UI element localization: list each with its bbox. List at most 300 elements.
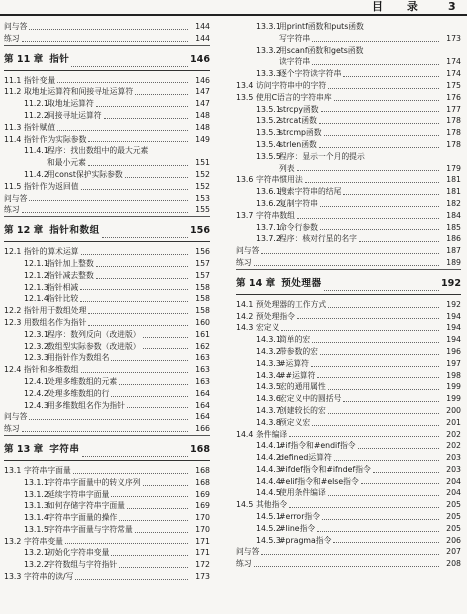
toc-entry-title: 问与答 [4, 193, 28, 203]
toc-entry-number: 11.2.1 [24, 99, 49, 109]
toc-entry-title: 指针的算术运算 [24, 247, 79, 257]
toc-leader-dots [289, 507, 439, 508]
toc-leader-dots [328, 307, 439, 308]
toc-entry-number: 13.3.2 [256, 45, 281, 55]
toc-leader-dots [88, 165, 188, 166]
toc-entry-title: 取地址运算符 [47, 99, 94, 109]
toc-entry-title: 指针相减 [47, 282, 79, 292]
toc-leader-dots [88, 313, 188, 314]
toc-entry [236, 115, 461, 127]
toc-entry-title: 用scanf函数和gets函数 [279, 45, 364, 55]
toc-leader-dots [254, 566, 439, 567]
toc-entry-title: 用printf函数和puts函数 [279, 22, 364, 31]
toc-entry-number: 13.5.3 [256, 128, 281, 138]
toc-entry-title: 指针 [49, 53, 70, 65]
toc-entry-title: 字符串字面量的操作 [47, 513, 118, 523]
toc-entry-number: 14.5.3 [256, 535, 281, 545]
toc-page-number: 156 [195, 247, 210, 257]
toc-page-number: 146 [190, 53, 211, 65]
toc-entry-title: 处理多维数组的行 [47, 388, 110, 398]
toc-left-column [4, 21, 210, 583]
toc-entry-title: 程序：显示一个月的提示 [279, 151, 365, 161]
toc-entry-title: 程序：找出数组中的最大元素 [47, 146, 149, 156]
toc-page-number: 168 [190, 443, 211, 455]
toc-entry-number: 13.3.1 [256, 22, 281, 31]
toc-entry-title: 指针赋值 [24, 122, 56, 132]
toc-leader-dots [328, 389, 439, 390]
toc-page-number: 187 [446, 246, 461, 256]
toc-page-number: 158 [195, 306, 210, 316]
toc-entry-number: 13.7 [236, 210, 254, 220]
toc-entry-number: 12.2 [4, 306, 22, 316]
toc-page-number: 202 [446, 429, 461, 439]
toc-entry-title: 初始化字符串变量 [47, 548, 110, 558]
toc-entry [236, 139, 461, 151]
toc-page-number: 205 [446, 523, 461, 533]
toc-entry [236, 358, 461, 370]
toc-page-number: 164 [195, 400, 210, 410]
toc-entry-number: 12.3.3 [24, 353, 49, 363]
toc-page-number: 182 [446, 198, 461, 208]
toc-page-number: 163 [195, 353, 210, 363]
toc-entry-title: 程序：数列反向（改进版） [47, 329, 141, 339]
toc-leader-dots [82, 456, 189, 457]
toc-entry [4, 270, 210, 282]
toc-entry-number: 14.3.7 [256, 405, 281, 415]
toc-page-number: 169 [195, 501, 210, 511]
toc-page-number: 204 [446, 488, 461, 498]
toc-page-number: 179 [446, 163, 461, 173]
toc-entry [236, 21, 461, 33]
toc-leader-dots [334, 460, 439, 461]
toc-entry-number: 14.5.1 [256, 512, 281, 522]
toc-entry [236, 198, 461, 210]
toc-entry [236, 163, 461, 175]
toc-entry-title: 宏定义 [256, 323, 280, 333]
toc-entry-number: 13.5 [236, 92, 254, 102]
toc-entry-title: 读字符串 [279, 57, 311, 67]
toc-leader-dots [81, 372, 188, 373]
toc-entry [236, 440, 461, 452]
toc-entry [236, 393, 461, 405]
toc-entry-title: 用const保护实际参数 [47, 169, 123, 179]
toc-leader-dots [96, 278, 188, 279]
toc-entry [4, 571, 210, 583]
toc-entry-title: 问与答 [236, 246, 260, 256]
toc-leader-dots [261, 554, 439, 555]
toc-leader-dots [320, 206, 439, 207]
toc-entry [236, 499, 461, 511]
toc-page-number: 194 [446, 335, 461, 345]
toc-entry [236, 56, 461, 68]
toc-entry [4, 169, 210, 181]
toc-entry-title: 延续字符串字面量 [47, 489, 110, 499]
toc-entry [4, 400, 210, 412]
toc-entry [236, 511, 461, 523]
toc-entry-number: 13.1 [4, 465, 22, 475]
toc-page-number: 162 [195, 341, 210, 351]
toc-entry-number: 13.5.1 [256, 104, 281, 114]
toc-entry-title: 处理多维数组的元素 [47, 376, 118, 386]
toc-page-number: 144 [195, 33, 210, 43]
toc-entry-title: 取地址运算符和间接寻址运算符 [24, 87, 134, 97]
toc-entry [236, 476, 461, 488]
toc-page-number: 152 [195, 169, 210, 179]
toc-entry [236, 151, 461, 163]
toc-entry [4, 75, 210, 87]
toc-entry [236, 452, 461, 464]
toc-leader-dots [104, 118, 188, 119]
toc-entry-title: #line指令 [279, 523, 316, 533]
toc-leader-dots [320, 229, 439, 230]
toc-entry-number: 14.3 [236, 323, 254, 333]
toc-entry-title: 指针比较 [47, 294, 79, 304]
toc-entry-number: 13.1.1 [24, 477, 49, 487]
toc-entry-title: 练习 [4, 424, 20, 434]
toc-leader-dots [328, 88, 439, 89]
toc-leader-dots [333, 542, 439, 543]
toc-page-number: 174 [446, 57, 461, 67]
toc-entry-title: 程序：核对行星的名字 [279, 234, 357, 244]
toc-entry [236, 417, 461, 429]
toc-entry [4, 157, 210, 169]
toc-leader-dots [311, 366, 439, 367]
toc-entry-title: ##运算符 [279, 370, 316, 380]
toc-entry [4, 500, 210, 512]
toc-entry [236, 299, 461, 311]
toc-entry [236, 80, 461, 92]
toc-leader-dots [343, 194, 439, 195]
toc-entry [4, 411, 210, 423]
toc-entry-title: 使用条件编译 [279, 488, 326, 498]
toc-entry-number: 14.3.3 [256, 358, 281, 368]
toc-page-number: 175 [446, 80, 461, 90]
toc-leader-dots [289, 436, 439, 437]
toc-page-number: 178 [446, 128, 461, 138]
toc-entry [236, 558, 461, 570]
toc-entry-number: 13.1.4 [24, 513, 49, 523]
toc-page-number: 156 [190, 225, 211, 237]
toc-entry-number: 11.4.1 [24, 146, 49, 156]
toc-entry-title: 字符串的读/写 [24, 572, 74, 582]
toc-entry [236, 311, 461, 323]
toc-entry-number: 13.5.5 [256, 151, 281, 161]
toc-page-number: 168 [195, 477, 210, 487]
toc-entry-number: 第 11 章 [4, 53, 44, 65]
toc-entry-title: strcat函数 [279, 116, 317, 126]
toc-entry [236, 346, 461, 358]
toc-leader-dots [73, 473, 188, 474]
toc-leader-dots [328, 495, 439, 496]
toc-entry-number: 13.5.4 [256, 139, 281, 149]
toc-entry [4, 122, 210, 134]
toc-entry-title: 宏定义中的圆括号 [279, 394, 342, 404]
toc-leader-dots [80, 289, 188, 290]
toc-entry-title: 字符串字面量中的转义序列 [47, 477, 141, 487]
toc-entry-title: 使用C语言的字符串库 [256, 92, 332, 102]
toc-entry [4, 181, 210, 193]
toc-page-number: 194 [446, 323, 461, 333]
toc-leader-dots [22, 41, 188, 42]
toc-leader-dots [143, 485, 188, 486]
toc-entry [236, 370, 461, 382]
toc-entry-number: 13.6.1 [256, 187, 281, 197]
toc-entry [236, 222, 461, 234]
toc-entry [4, 110, 210, 122]
toc-page-number: 205 [446, 500, 461, 510]
toc-leader-dots [125, 177, 188, 178]
toc-page-number: 208 [446, 559, 461, 569]
toc-entry-title: 指针减去整数 [47, 270, 94, 280]
toc-page-number: 178 [446, 139, 461, 149]
toc-entry-number: 14.3.4 [256, 370, 281, 380]
toc-entry-number: 12.1 [4, 247, 22, 257]
toc-entry-title: #运算符 [279, 358, 309, 368]
toc-page-number: 152 [195, 181, 210, 191]
toc-leader-dots [127, 407, 188, 408]
toc-leader-dots [361, 483, 439, 484]
toc-leader-dots [111, 555, 188, 556]
toc-entry-title: 练习 [4, 205, 20, 215]
toc-entry-number: 12.1.3 [24, 282, 49, 292]
toc-leader-dots [312, 41, 439, 42]
toc-leader-dots [334, 100, 439, 101]
toc-entry-number: 13.4 [236, 80, 254, 90]
toc-entry [4, 512, 210, 524]
toc-entry-title: 数组型实际参数（改进版） [47, 341, 141, 351]
toc-page-number: 202 [446, 441, 461, 451]
toc-leader-dots [88, 325, 188, 326]
toc-entry-title: 用指针作为数组名 [47, 353, 110, 363]
toc-entry-title: 练习 [236, 257, 252, 267]
toc-entry-title: #error指令 [279, 512, 321, 522]
toc-entry-number: 11.1 [4, 75, 22, 85]
toc-entry-number: 14.3.2 [256, 346, 281, 356]
toc-leader-dots [88, 141, 188, 142]
toc-leader-dots [261, 253, 439, 254]
toc-leader-dots [119, 567, 188, 568]
toc-page-number: 206 [446, 535, 461, 545]
toc-entry-title: 预处理指令 [256, 311, 295, 321]
toc-page-number: 204 [446, 476, 461, 486]
toc-page-number: 170 [195, 524, 210, 534]
toc-entry-title: 搜索字符串的结尾 [279, 187, 342, 197]
toc-entry [4, 559, 210, 571]
toc-entry-number: 14.4.1 [256, 441, 281, 451]
toc-entry-title: 练习 [236, 559, 252, 569]
toc-page-number: 147 [195, 99, 210, 109]
toc-page-number: 199 [446, 382, 461, 392]
toc-leader-dots [317, 531, 439, 532]
toc-entry-title: #elif指令和#else指令 [279, 476, 359, 486]
toc-leader-dots [81, 189, 188, 190]
toc-leader-dots [359, 241, 439, 242]
toc-entry [236, 257, 461, 270]
toc-page-number: 181 [446, 187, 461, 197]
toc-leader-dots [319, 147, 439, 148]
toc-leader-dots [343, 76, 439, 77]
toc-page-number: 171 [195, 536, 210, 546]
toc-page-number: 171 [195, 548, 210, 558]
toc-entry [4, 364, 210, 376]
toc-entry-title: 间接寻址运算符 [47, 110, 102, 120]
toc-leader-dots [96, 266, 188, 267]
toc-page-number: 148 [195, 110, 210, 120]
toc-entry-number: 13.1.5 [24, 524, 49, 534]
toc-entry-number: 12.1.2 [24, 270, 49, 280]
toc-entry-title: 用数组名作为指针 [24, 317, 87, 327]
toc-entry-title: 指针变量 [24, 75, 56, 85]
toc-page-number: 203 [446, 464, 461, 474]
toc-entry-title: 列表 [279, 163, 295, 173]
toc-entry-number: 第 13 章 [4, 443, 44, 455]
toc-entry [236, 127, 461, 139]
toc-entry-number: 14.4 [236, 429, 254, 439]
toc-entry-title: 问与答 [4, 412, 28, 422]
toc-entry-number: 12.1.4 [24, 294, 49, 304]
toc-leader-dots [320, 354, 439, 355]
toc-page-number: 161 [195, 329, 210, 339]
toc-page-number: 198 [446, 370, 461, 380]
toc-entry [4, 388, 210, 400]
toc-entry [4, 465, 210, 477]
toc-leader-dots [127, 508, 188, 509]
toc-leader-dots [312, 425, 439, 426]
toc-entry-number: 12.4.3 [24, 400, 49, 410]
toc-page-number: 176 [446, 92, 461, 102]
toc-entry-title: strcmp函数 [279, 128, 322, 138]
toc-entry-title: 问与答 [236, 547, 260, 557]
toc-entry [4, 376, 210, 388]
toc-entry [4, 134, 210, 146]
toc-entry [4, 341, 210, 353]
toc-entry [4, 246, 210, 258]
toc-leader-dots [143, 337, 188, 338]
toc-entry-number: 13.1.3 [24, 501, 49, 511]
toc-entry-title: #pragma指令 [279, 535, 332, 545]
toc-entry-number: 11.3 [4, 122, 22, 132]
toc-entry [236, 233, 461, 245]
toc-entry [4, 33, 210, 46]
toc-page-number: 148 [195, 122, 210, 132]
toc-leader-dots [281, 330, 439, 331]
toc-entry [236, 405, 461, 417]
toc-entry [236, 487, 461, 499]
toc-leader-dots [297, 318, 439, 319]
toc-entry [4, 489, 210, 501]
toc-leader-dots [81, 254, 188, 255]
toc-page-number: 163 [195, 376, 210, 386]
toc-page-number: 155 [195, 205, 210, 215]
toc-entry-title: 复制字符串 [279, 198, 318, 208]
toc-entry-number: 14.4.2 [256, 453, 281, 463]
toc-entry-title: defined运算符 [279, 453, 332, 463]
toc-entry-title: 字符串字面量 [24, 465, 71, 475]
toc-entry-title: 用多维数组名作为指针 [47, 400, 125, 410]
toc-page-number: 166 [195, 424, 210, 434]
toc-entry-number: 14.5 [236, 500, 254, 510]
toc-leader-dots [75, 579, 188, 580]
toc-page-number: 158 [195, 294, 210, 304]
toc-right-column [236, 21, 461, 570]
toc-entry-number: 14.3.5 [256, 382, 281, 392]
toc-entry [236, 429, 461, 441]
toc-entry [236, 535, 461, 547]
toc-entry-title: 带参数的宏 [279, 346, 318, 356]
toc-entry [4, 524, 210, 536]
toc-page-number: 160 [195, 317, 210, 327]
toc-page-number: 201 [446, 417, 461, 427]
toc-chapter-heading [4, 220, 210, 242]
toc-entry-title: 和最小元素 [47, 158, 86, 168]
toc-leader-dots [57, 130, 188, 131]
toc-page-number: 168 [195, 465, 210, 475]
toc-entry-number: 13.2.2 [24, 560, 49, 570]
toc-entry [236, 68, 461, 80]
toc-page-number: 173 [195, 572, 210, 582]
toc-page-number: 192 [446, 299, 461, 309]
toc-entry-title: 预定义宏 [279, 417, 311, 427]
toc-entry [4, 423, 210, 436]
toc-entry-number: 12.1.1 [24, 258, 49, 268]
toc-leader-dots [312, 342, 439, 343]
toc-entry-number: 11.4.2 [24, 169, 49, 179]
toc-entry-number: 14.4.5 [256, 488, 281, 498]
toc-entry-title: 问与答 [4, 22, 28, 31]
toc-chapter-heading [236, 273, 461, 295]
toc-page-number: 163 [195, 365, 210, 375]
toc-entry [236, 210, 461, 222]
toc-entry [236, 245, 461, 257]
toc-leader-dots [312, 64, 439, 65]
toc-entry [4, 293, 210, 305]
toc-entry [236, 45, 461, 57]
toc-entry-number: 14.1 [236, 299, 254, 309]
toc-page-number: 153 [195, 193, 210, 203]
toc-page-number: 158 [195, 282, 210, 292]
toc-entry-number: 12.3 [4, 317, 22, 327]
toc-leader-dots [328, 413, 439, 414]
toc-entry-title: 逐个字符读字符串 [279, 69, 342, 79]
toc-leader-dots [324, 290, 439, 291]
toc-entry-number: 14.4.3 [256, 464, 281, 474]
toc-leader-dots [135, 94, 188, 95]
toc-leader-dots [71, 66, 188, 67]
toc-entry-number: 13.2.1 [24, 548, 49, 558]
toc-page-number: 196 [446, 346, 461, 356]
page-header [0, 0, 467, 16]
toc-entry [4, 86, 210, 98]
toc-entry-number: 13.7.2 [256, 234, 281, 244]
toc-entry [4, 98, 210, 110]
toc-entry [4, 21, 210, 33]
toc-entry-title: 访问字符串中的字符 [256, 80, 327, 90]
toc-entry [236, 92, 461, 104]
toc-entry [4, 258, 210, 270]
toc-page-number: 169 [195, 489, 210, 499]
toc-leader-dots [102, 237, 188, 238]
toc-page-number: 194 [446, 311, 461, 321]
toc-leader-dots [373, 472, 439, 473]
toc-leader-dots [317, 377, 439, 378]
toc-leader-dots [57, 82, 188, 83]
toc-leader-dots [119, 520, 188, 521]
toc-leader-dots [297, 218, 439, 219]
toc-entry [236, 186, 461, 198]
toc-leader-dots [254, 265, 439, 266]
toc-entry-number: 13.6 [236, 175, 254, 185]
toc-entry [4, 305, 210, 317]
